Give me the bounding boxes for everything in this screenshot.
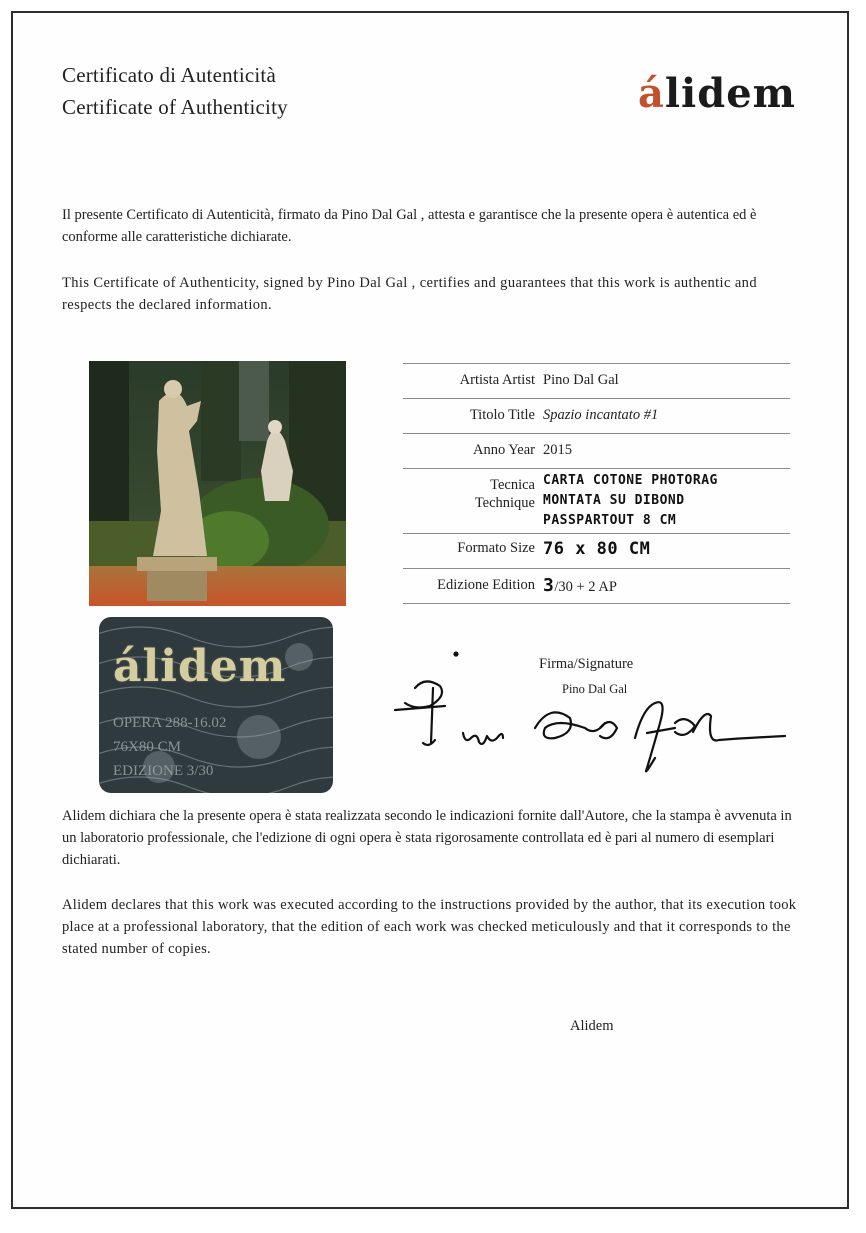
size-value: 76 x 80 CM xyxy=(543,539,651,559)
edition-row xyxy=(403,568,790,604)
signature-name: Pino Dal Gal xyxy=(562,682,628,696)
artist-row xyxy=(403,363,790,398)
logo-accent-letter: á xyxy=(637,70,665,117)
title-english: Certificate of Authenticity xyxy=(62,95,288,119)
technique-line-2: MONTATA SU DIBOND xyxy=(543,493,685,508)
title-italian: Certificato di Autenticità xyxy=(62,63,276,87)
title-value: Spazio incantato #1 xyxy=(543,407,659,423)
hologram-seal xyxy=(99,617,333,793)
year-value: 2015 xyxy=(543,442,572,458)
signature-label: Firma/Signature xyxy=(539,656,634,672)
certificate-frame xyxy=(11,11,849,1209)
intro-english: This Certificate of Authenticity, signed by Pino Dal Gal , certifies and guarantees that this work is authentic and respects the declared information. xyxy=(62,275,757,313)
technique-line-3: PASSPARTOUT 8 CM xyxy=(543,513,677,528)
year-label: Anno Year xyxy=(472,442,535,458)
technique-row xyxy=(403,468,790,533)
edition-rest: /30 + 2 AP xyxy=(554,579,617,595)
title-row xyxy=(403,398,790,433)
seal-line-2: 76X80 CM xyxy=(113,739,181,755)
technique-line-1: CARTA COTONE PHOTORAG xyxy=(543,473,718,488)
seal-text xyxy=(113,711,226,783)
artwork-photo-image xyxy=(89,361,346,606)
edition-number: 3 xyxy=(543,575,555,596)
title-label: Titolo Title xyxy=(469,407,535,423)
logo-rest: lidem xyxy=(664,70,796,117)
alidem-logo xyxy=(638,70,796,117)
declaration-english: Alidem declares that this work was executed according to the instructions provided by the author, that its execution took place at a professional laboratory, that the edition of each work was checked meticulously and that it corresponds to the stated number of copies. xyxy=(62,897,797,957)
edition-label: Edizione Edition xyxy=(437,577,535,593)
seal-logo: álidem xyxy=(113,641,287,692)
footer-company-name: Alidem xyxy=(570,1018,614,1034)
technique-label-it: Tecnica xyxy=(490,477,535,493)
details-table xyxy=(403,363,790,604)
size-label: Formato Size xyxy=(457,540,535,556)
artwork-photo xyxy=(89,361,346,606)
seal-line-3: EDIZIONE 3/30 xyxy=(113,763,214,779)
artist-value: Pino Dal Gal xyxy=(543,372,619,388)
declaration-italian: Alidem dichiara che la presente opera è stata realizzata secondo le indicazioni fornite dall'Autore, che la stampa è avvenuta in un laboratorio professionale, che l'edizione di ogni opera è stata rigorosamente controllata ed è pari al numero di esemplari dichiarati. xyxy=(62,808,792,868)
artist-label: Artista Artist xyxy=(459,372,535,388)
handwritten-signature xyxy=(385,648,795,783)
year-row xyxy=(403,433,790,468)
seal-line-1: OPERA 288-16.02 xyxy=(113,715,227,731)
technique-label-en: Technique xyxy=(474,495,535,511)
intro-italian: Il presente Certificato di Autenticità, firmato da Pino Dal Gal , attesta e garantisce che la presente opera è autentica ed è conforme alle caratteristiche dichiarate. xyxy=(62,207,757,245)
edition-value xyxy=(543,575,617,596)
size-row xyxy=(403,533,790,568)
